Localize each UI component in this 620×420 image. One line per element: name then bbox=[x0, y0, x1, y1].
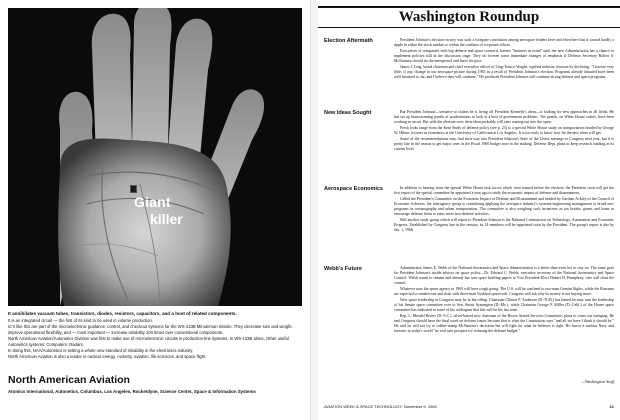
section-paragraph: Still another study group which will report to President Johnson is the National Commission on Technology, Automation and Economic Progress. Established by Congress late in the session, its 14 members will be appointed soon by the President. The group's report is due by Jan. 1, 1966. bbox=[394, 217, 614, 232]
footer-publication: AVIATION WEEK & SPACE TECHNOLOGY, November 9, 1964 bbox=[324, 404, 437, 409]
section-heading: New Ideas Sought bbox=[324, 110, 372, 116]
section-paragraph: James J. Ling, board chairman and chief executive officer of Ling-Temco-Vought, typified industry reaction by declaring: "I foresee very little, if any, change in our aerospace picture during 1965 as a result of President Johnson's election. Programs already initiated have been well financed so far, and I believe they will continue." He predicted President Johnson will continue strong defense and space programs. bbox=[394, 64, 614, 79]
page-gutter bbox=[310, 0, 318, 420]
palm-illustration bbox=[8, 8, 302, 306]
section-paragraph: New space leadership in Congress may be in the offing. Chairman Clinton P. Anderson (D.-N.M.) has hinted he may turn the leadership of his Senate space committee over to Sen. Stuart Symington (D.-Mo.), while Chairman George P. Miller (D.-Calif.) of the House space committee has indicated to some of his colleagues that this will be his last term. bbox=[394, 297, 614, 312]
company-logo: North American Aviation bbox=[8, 374, 130, 386]
section-body bbox=[394, 38, 614, 81]
section-body bbox=[394, 266, 614, 335]
ad-copy-paragraph: It is an integrated circuit — the first of its kind to be used in volume production. bbox=[8, 317, 154, 323]
ad-copy-paragraph: North American Aviation is also a leader in nuclear energy, rocketry, aviation, life sciences, and space flight. bbox=[8, 353, 207, 359]
page-footer bbox=[324, 404, 614, 409]
section-body bbox=[394, 186, 614, 234]
section-heading: Webb's Future bbox=[324, 266, 362, 272]
section-paragraph: Some of the recommendations may find their way into President Johnson's State of the Union message to Congress next year, but it is pretty late in the season to get major ones in the Fiscal 1966 budget now in the making. Defense Dept. plans to keep research funding at its current level. bbox=[394, 136, 614, 151]
section-paragraph: In addition to hearing from the special White House task forces which were named before the election, the President soon will get the first report of the special committee he appointed a year ago to study the economic impact of defense and disarmament. bbox=[394, 186, 614, 196]
ad-body-copy bbox=[8, 311, 304, 360]
company-divisions: Atomics International, Autonetics, Columbus, Los Angeles, Rocketdyne, Science Center, Space & Information Systems bbox=[8, 389, 256, 394]
staff-signoff: —Washington Staff bbox=[581, 379, 614, 384]
section-paragraph: Administrator James E. Webb of the National Aeronautics and Space Administration is a better-than-even bet to stay on. The same goes for President Johnson's inside advisor on space policy—Dr. Edward C. Welsh, executive secretary of the National Aeronautics and Space Council. Welsh wants to remain and already has sent space briefing papers to Vice President-Elect Hubert H. Humphrey, who will chair the council. bbox=[394, 266, 614, 286]
page-number: 21 bbox=[609, 404, 614, 409]
section-paragraph: Called the President's Committee on the Economic Impact of Defense and Disarmament and headed by Gardner Ackley of the Council of Economic Advisers, the interagency group is considering applying the aerospace industry's systems-engineering management to broad new programs in oceanography and urban transportation. The committee is also weighing such incentives as tax breaks, grants and loans to encourage defense firms to enter more non-defense activities. bbox=[394, 196, 614, 217]
ad-headline-line1: Giant bbox=[134, 194, 171, 210]
section-paragraph: Fresh looks range from the Kent Study of defense policy (see p. 23) to a special White House study on transportation headed by George W. Hilton, lecturer in economics at the University of California at Los Angeles. It is too early to know how far the new ideas will get. bbox=[394, 125, 614, 135]
section-paragraph: Rep. L. Mendel Rivers (D.-S.C.), silver-haired new chairman of the House Armed Services Committee, plans to come out swinging. He and Congress should have the final word on defense issues because that is what the Constitution says "and all we have I think it should be." He said he will not try to rubber-stamp McNamara's decisions but will fight for what he believes is right. He favors a nuclear Navy and foresees in today's world "no real safe prospect for reducing the defense budget." bbox=[394, 313, 614, 333]
section-paragraph: But President Johnson—sensitive to claims he is living off President Kennedy's ideas—is looking for new approaches in all fields. He has set up brainstorming panels of academicians to look at a host of government problems. The panels, on White House orders, have been working in secret. But with the election over, their ideas probably will start coming out into the open. bbox=[394, 110, 614, 125]
section-heading: Aerospace Economics bbox=[324, 186, 383, 192]
hand-photo bbox=[8, 8, 302, 306]
integrated-circuit-chip bbox=[130, 185, 137, 193]
section-paragraph: Executives of companies with big defense and space contracts foresee "business as usual" until the new Administration has a chance to implement policies still in the discussion stage. They do foresee some immediate changes of emphasis if Defense Secretary Robert S. McNamara should do the unexpected and leave his post. bbox=[394, 48, 614, 63]
section-body bbox=[394, 110, 614, 153]
section-paragraph: President Johnson's election victory was such a foregone conclusion among aerospace leaders here and elsewhere that it caused hardly a ripple in either the stock market or within the confines of corporate offices. bbox=[394, 38, 614, 48]
ad-copy-paragraph: It annihilates vacuum tubes, transistors, diodes, resistors, capacitors, and a host of related components. bbox=[8, 311, 237, 316]
ad-copy-paragraph: North American Aviation/Autonetics Division was first to make use of microelectronic circuits in production-line systems. In WS-133B alone, Other useful Autonetics systems: Computers. Radars. bbox=[8, 335, 289, 347]
ad-copy-paragraph: In doing this, NAA/Autonetics is setting a whole new standard of reliability in the electronics industry. bbox=[8, 347, 194, 353]
section-heading: Election Aftermath bbox=[324, 38, 373, 44]
section-paragraph: Whatever uses the space agency in 1965 will have tough going. The U.S. will be confined to two-man Gemini flights, while the Russians are expected to rendezvous and dock with three-man Voskhod spacecraft. Congress will ask why its money is not buying more. bbox=[394, 286, 614, 297]
masthead-title: Washington Roundup bbox=[398, 9, 540, 25]
editorial-page bbox=[318, 0, 620, 420]
ad-copy-paragraph: IC's like this are part of the microelectronic guidance, control, and checkout systems for the WS-133B Minuteman missile. They decrease size and weight, improve operational flexibility, and — most important — increase reliability 100 times over conventional components. bbox=[8, 323, 293, 335]
masthead bbox=[318, 6, 620, 28]
ad-headline-line2: killer bbox=[150, 211, 183, 227]
